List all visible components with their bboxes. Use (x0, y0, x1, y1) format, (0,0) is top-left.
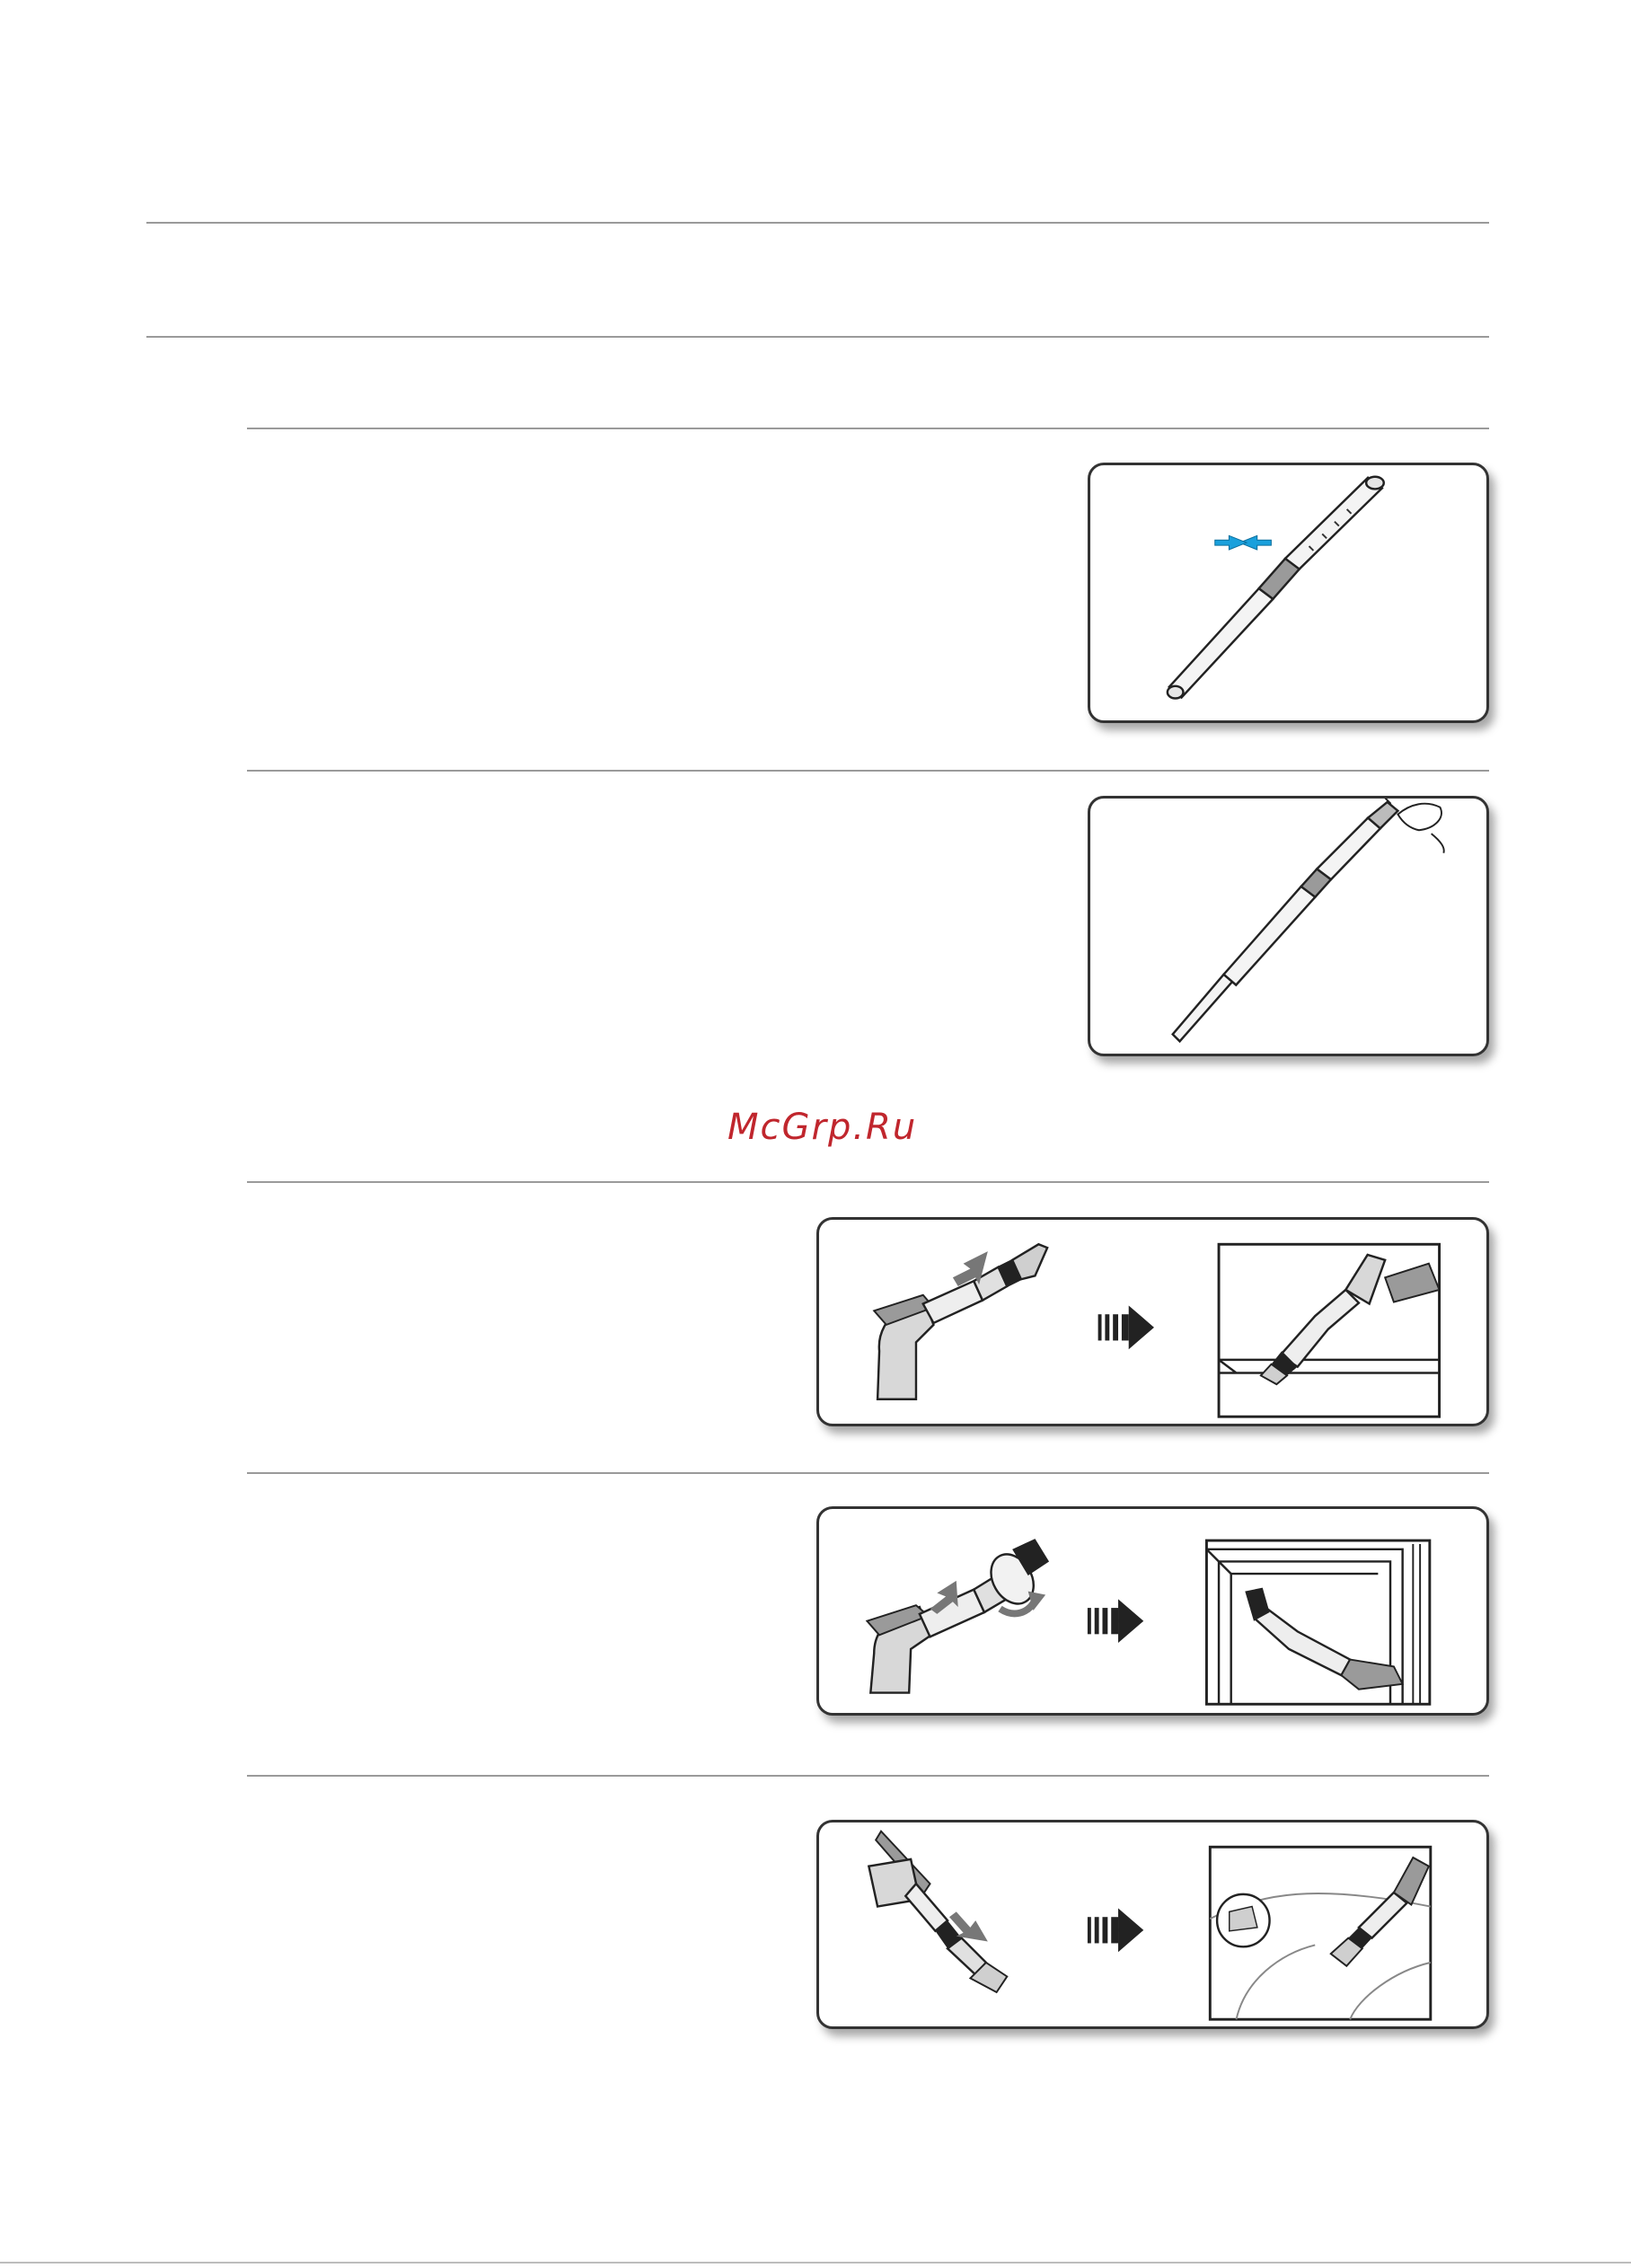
telescopic-pipe-adjust-illustration (1088, 463, 1489, 723)
section-rule-5 (247, 1775, 1489, 1777)
section-rule-4 (247, 1472, 1489, 1474)
telescopic-pipe-hand-illustration (1088, 796, 1489, 1056)
watermark: McGrp.Ru (727, 1107, 918, 1148)
round-brush-illustration (816, 1506, 1489, 1716)
page-bottom-rule (0, 2262, 1631, 2264)
header-rule-top (146, 222, 1489, 224)
section-rule-1 (247, 428, 1489, 429)
header-rule-bottom (146, 336, 1489, 338)
crevice-tool-then-window-icon (819, 1220, 1486, 1424)
pipe-with-blue-arrows-icon (1090, 465, 1486, 720)
section-rule-2 (247, 770, 1489, 772)
pipe-with-hand-icon (1090, 799, 1486, 1054)
round-brush-then-frame-icon (819, 1509, 1486, 1713)
crevice-tool-illustration (816, 1217, 1489, 1426)
upholstery-tool-then-sofa-icon (819, 1822, 1486, 2026)
upholstery-tool-illustration (816, 1820, 1489, 2029)
section-rule-3 (247, 1181, 1489, 1183)
